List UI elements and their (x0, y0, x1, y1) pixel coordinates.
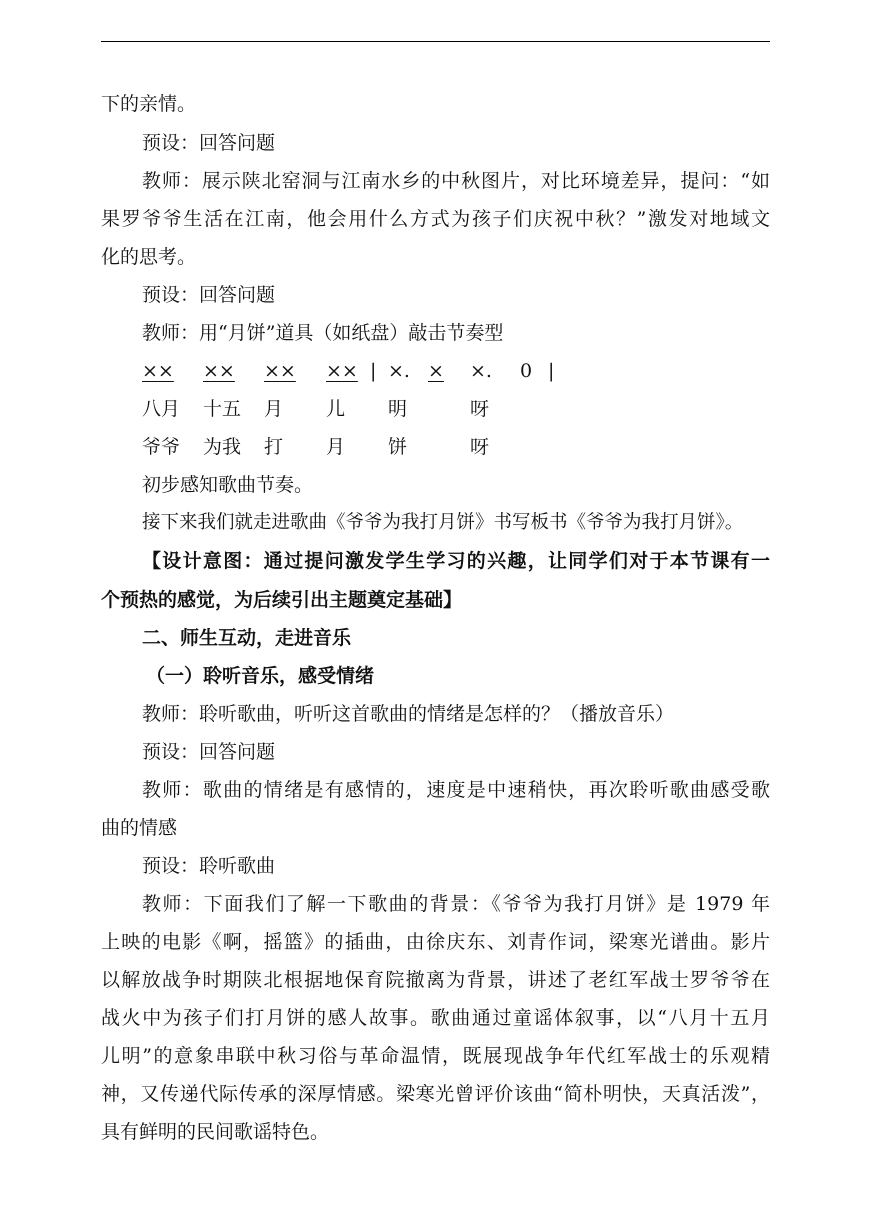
paragraph-line: 教师：展示陕北窑洞与江南水乡的中秋图片，对比环境差异，提问：“如 (142, 170, 770, 192)
paragraph-line: 预设：回答问题 (142, 741, 276, 763)
paragraph-line: 战火中为孩子们打月饼的感人故事。歌曲通过童谣体叙事，以“八月十五月 (101, 1007, 770, 1029)
rhythm-barline: | (548, 360, 555, 382)
rhythm-beat: ×× (203, 360, 235, 382)
paragraph-line: 教师：下面我们了解一下歌曲的背景：《爷爷为我打月饼》是 1979 年 (142, 893, 770, 915)
lyric: 十五 (203, 398, 242, 420)
lyric: 八月 (142, 398, 181, 420)
paragraph-line: 曲的情感 (101, 817, 178, 839)
lyric: 呀 (470, 398, 490, 420)
design-intent-line: 个预热的感觉，为后续引出主题奠定基础】 (101, 589, 463, 611)
rhythm-beat: ×× (264, 360, 296, 382)
rhythm-beat: 0 (520, 360, 533, 382)
rhythm-lyrics-row (142, 428, 572, 466)
paragraph-line: 神，又传递代际传承的深厚情感。梁寒光曾评价该曲“简朴明快，天真活泼”， (101, 1083, 770, 1105)
paragraph-line: 上映的电影《啊，摇篮》的插曲，由徐庆东、刘青作词，梁寒光谱曲。影片 (101, 931, 770, 953)
lyric: 明 (388, 398, 408, 420)
paragraph-line: 化的思考。 (101, 246, 197, 268)
paragraph-line: 教师：用“月饼”道具（如纸盘）敲击节奏型 (142, 322, 504, 344)
lyric: 饼 (388, 436, 408, 458)
rhythm-beat: ×× (142, 360, 174, 382)
lyric: 呀 (470, 436, 490, 458)
rhythm-beat: ×. (388, 360, 410, 382)
paragraph-line: 预设：回答问题 (142, 284, 276, 306)
paragraph-line: 儿明”的意象串联中秋习俗与革命温情，既展现战争年代红军战士的乐观精 (101, 1045, 770, 1067)
lyric: 儿 (326, 398, 346, 420)
lyric: 月 (264, 398, 284, 420)
section-title: 二、师生互动，走进音乐 (142, 627, 352, 649)
lyric: 月 (326, 436, 346, 458)
paragraph-line: 预设：回答问题 (142, 132, 276, 154)
paragraph-line: 教师：歌曲的情绪是有感情的，速度是中速稍快，再次聆听歌曲感受歌 (142, 779, 770, 801)
paragraph-line: 以解放战争时期陕北根据地保育院撤离为背景，讲述了老红军战士罗爷爷在 (101, 969, 770, 991)
rhythm-beat: ×× (326, 360, 358, 382)
paragraph-line: 具有鲜明的民间歌谣特色。 (101, 1121, 330, 1143)
paragraph-line: 教师：聆听歌曲，听听这首歌曲的情绪是怎样的？（播放音乐） (142, 703, 675, 725)
rhythm-barline: | (370, 360, 377, 382)
paragraph-line: 下的亲情。 (101, 93, 197, 115)
rhythm-beat: × (428, 360, 444, 382)
paragraph-line: 接下来我们就走进歌曲《爷爷为我打月饼》书写板书《爷爷为我打月饼》。 (142, 512, 744, 533)
lyric: 为我 (203, 436, 242, 458)
design-intent-line: 【设计意图：通过提问激发学生学习的兴趣，让同学们对于本节课有一 (142, 550, 770, 572)
paragraph-line: 预设：聆听歌曲 (142, 855, 276, 877)
rhythm-beats-row (142, 352, 572, 390)
subsection-title: （一）聆听音乐，感受情绪 (146, 665, 375, 687)
lyric: 打 (264, 436, 284, 458)
rhythm-beat: ×. (470, 360, 492, 382)
lyric: 爷爷 (142, 436, 181, 458)
paragraph-line: 果罗爷爷生活在江南，他会用什么方式为孩子们庆祝中秋？”激发对地域文 (101, 208, 770, 230)
header-rule (101, 41, 770, 42)
rhythm-lyrics-row (142, 390, 572, 428)
paragraph-line: 初步感知歌曲节奏。 (142, 474, 314, 496)
